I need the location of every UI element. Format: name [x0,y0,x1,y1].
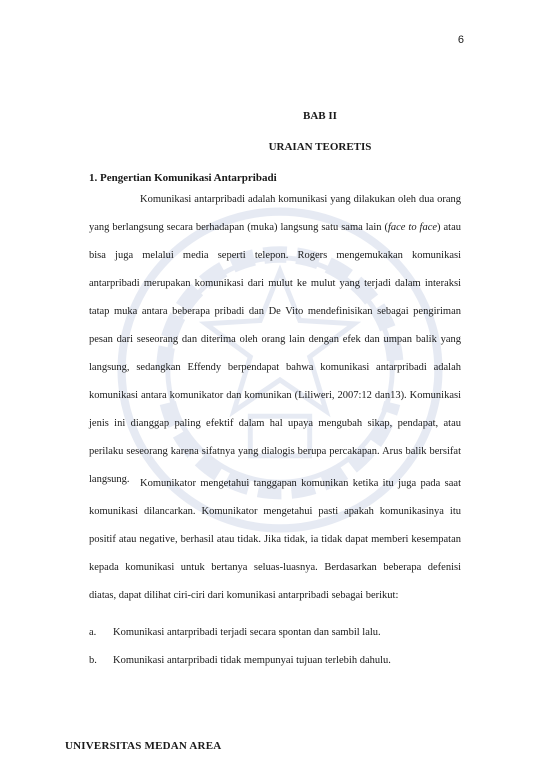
paragraph-1-part-2: ) atau bisa juga melalui media seperti telepon. Rogers mengemukakan komunikasi antarpribadi merupakan komunikasi dari mulut ke mulut yang terjadi dalam interaksi tatap muka antara beberapa pribadi dan De Vito mendefinisikan sebagai pengiriman pesan dari seseorang dan diterima oleh orang lain dengan efek dan umpan balik yang langsung, sedangkan Effendy berpendapat bahwa komunikasi antarpribadi adalah komunikasi antara komunikator dan komunikan (Liliweri, 2007:12 dan13). Komunikasi jenis ini dianggap paling efektif dalam hal upaya mengubah sikap, pendapat, atau perilaku seseorang karena sifatnya yang dialogis berupa percakapan. Arus balik bersifat langsung. [89,222,461,485]
paragraph-2: Komunikator mengetahui tanggapan komunikan ketika itu juga pada saat komunikasi dilancarkan. Komunikator mengetahui pasti apakah komunikasinya itu positif atau negative, berhasil atau tidak. Jika tidak, ia tidak dapat memberi kesempatan kepada komunikasi untuk bertanya seluas-luasnya. Berdasarkan beberapa defenisi diatas, dapat dilihat ciri-ciri dari komunikasi antarpribadi sebagai berikut: [89,478,461,601]
paragraph-1 [89,186,461,494]
paragraph-1-italic: face to face [387,222,438,233]
chapter-title: URAIAN TEORETIS [268,141,372,153]
paragraph-1-part-1: Komunikasi antarpribadi adalah komunikasi yang dilakukan oleh dua orang yang berlangsung secara berhadapan (muka) langsung satu sama lain ( [89,194,461,233]
chapter-heading: BAB II [303,110,337,122]
list-marker: a. [89,627,97,638]
list-item [89,655,461,666]
list-marker: b. [89,655,97,666]
list-item [89,627,461,638]
section-title: 1. Pengertian Komunikasi Antarpribadi [89,172,277,184]
page-number: 6 [457,34,464,46]
list-item-text: Komunikasi antarpribadi tidak mempunyai tujuan terlebih dahulu. [113,655,391,666]
list-item-text: Komunikasi antarpribadi terjadi secara spontan dan sambil lalu. [113,627,381,638]
footer-university-name: UNIVERSITAS MEDAN AREA [65,740,222,752]
